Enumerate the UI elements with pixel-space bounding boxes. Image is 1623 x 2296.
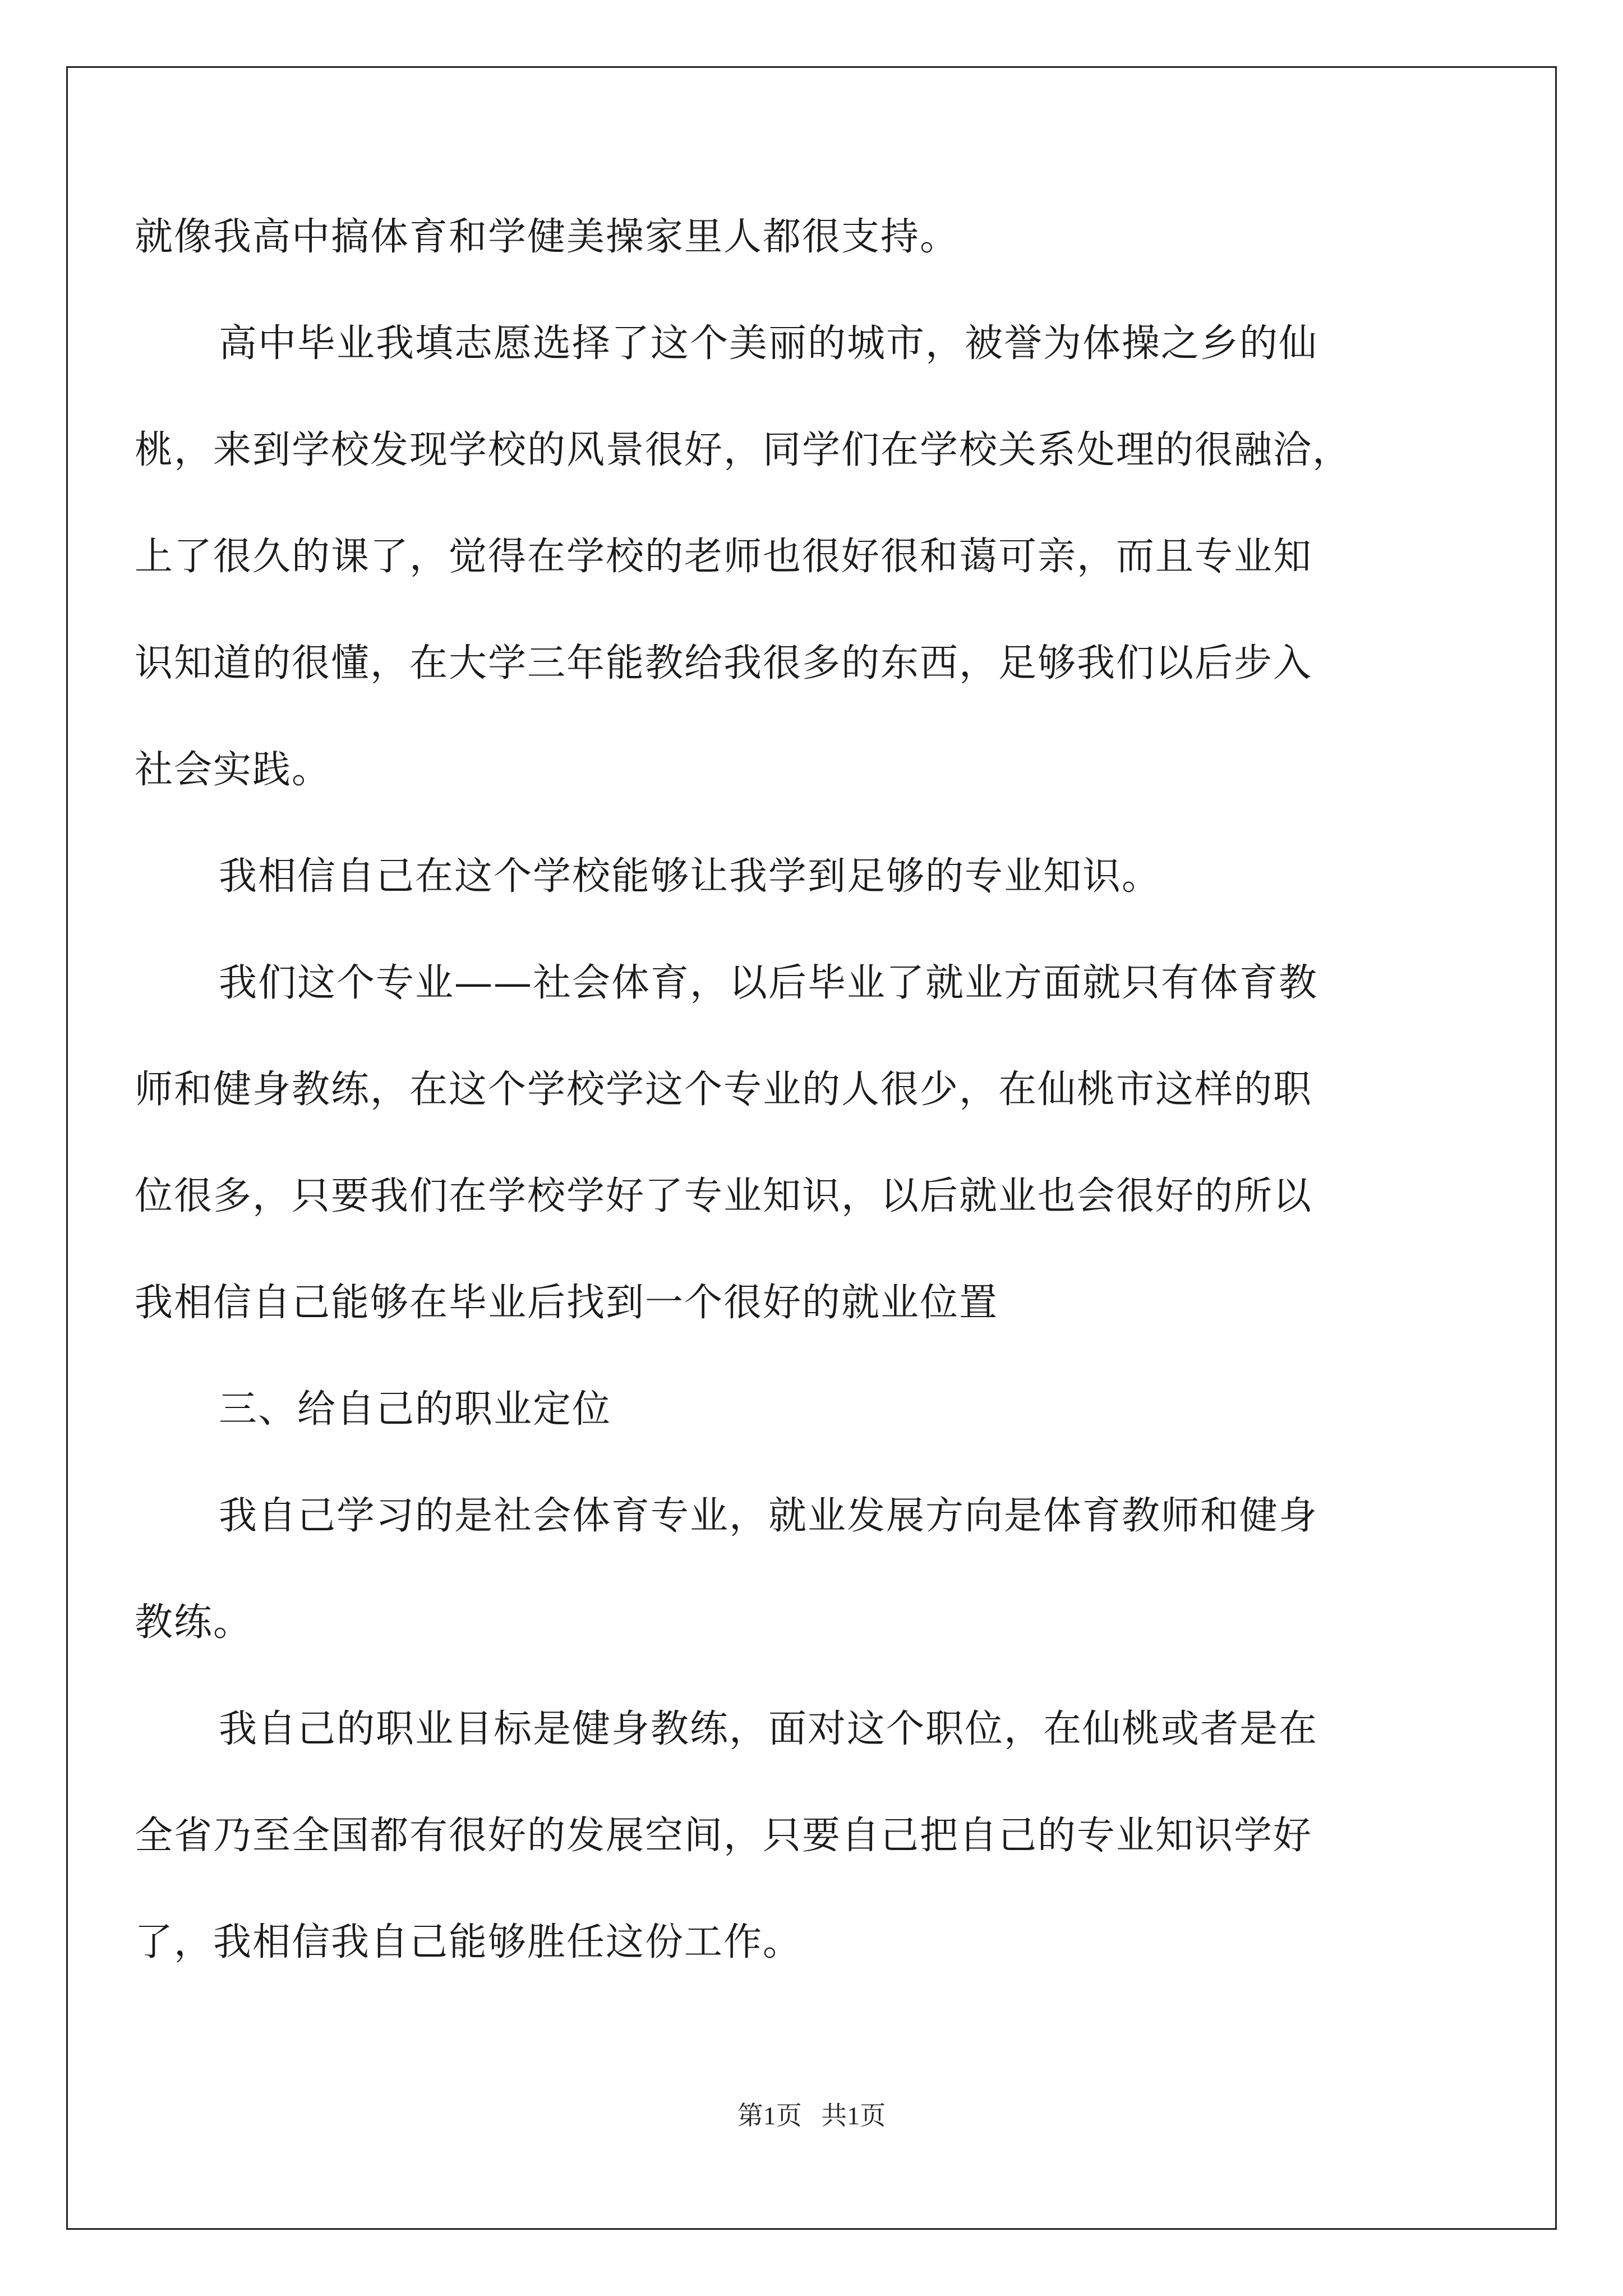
text-line: 全省乃至全国都有很好的发展空间，只要自己把自己的专业知识学好 (135, 1814, 1313, 1858)
paragraph-start-line: 我相信自己在这个学校能够让我学到足够的专业知识。 (219, 854, 1161, 899)
text-line: 教练。 (135, 1600, 253, 1645)
text-line: 识知道的很懂，在大学三年能教给我很多的东西，足够我们以后步入 (135, 641, 1313, 685)
text-line: 社会实践。 (135, 748, 331, 792)
paragraph-start-line: 我们这个专业——社会体育，以后毕业了就业方面就只有体育教 (219, 961, 1318, 1005)
paragraph-start-line: 高中毕业我填志愿选择了这个美丽的城市，被誉为体操之乡的仙 (219, 321, 1318, 366)
text-line: 位很多，只要我们在学校学好了专业知识，以后就业也会很好的所以 (135, 1174, 1313, 1218)
page-number-footer: 第1页 共1页 (737, 2101, 886, 2130)
page-border (66, 66, 1557, 2230)
text-line: 桃，来到学校发现学校的风景很好，同学们在学校关系处理的很融洽， (135, 428, 1352, 472)
text-line: 就像我高中搞体育和学健美操家里人都很支持。 (135, 215, 960, 259)
text-line: 了，我相信我自己能够胜任这份工作。 (135, 1920, 803, 1964)
paragraph-start-line: 我自己学习的是社会体育专业，就业发展方向是体育教师和健身 (219, 1494, 1318, 1538)
text-line: 我相信自己能够在毕业后找到一个很好的就业位置 (135, 1281, 999, 1325)
paragraph-start-line: 我自己的职业目标是健身教练，面对这个职位，在仙桃或者是在 (219, 1707, 1318, 1751)
section-heading: 三、给自己的职业定位 (219, 1387, 612, 1432)
text-line: 上了很久的课了，觉得在学校的老师也很好很和蔼可亲，而且专业知 (135, 535, 1313, 579)
text-line: 师和健身教练，在这个学校学这个专业的人很少，在仙桃市这样的职 (135, 1068, 1313, 1112)
